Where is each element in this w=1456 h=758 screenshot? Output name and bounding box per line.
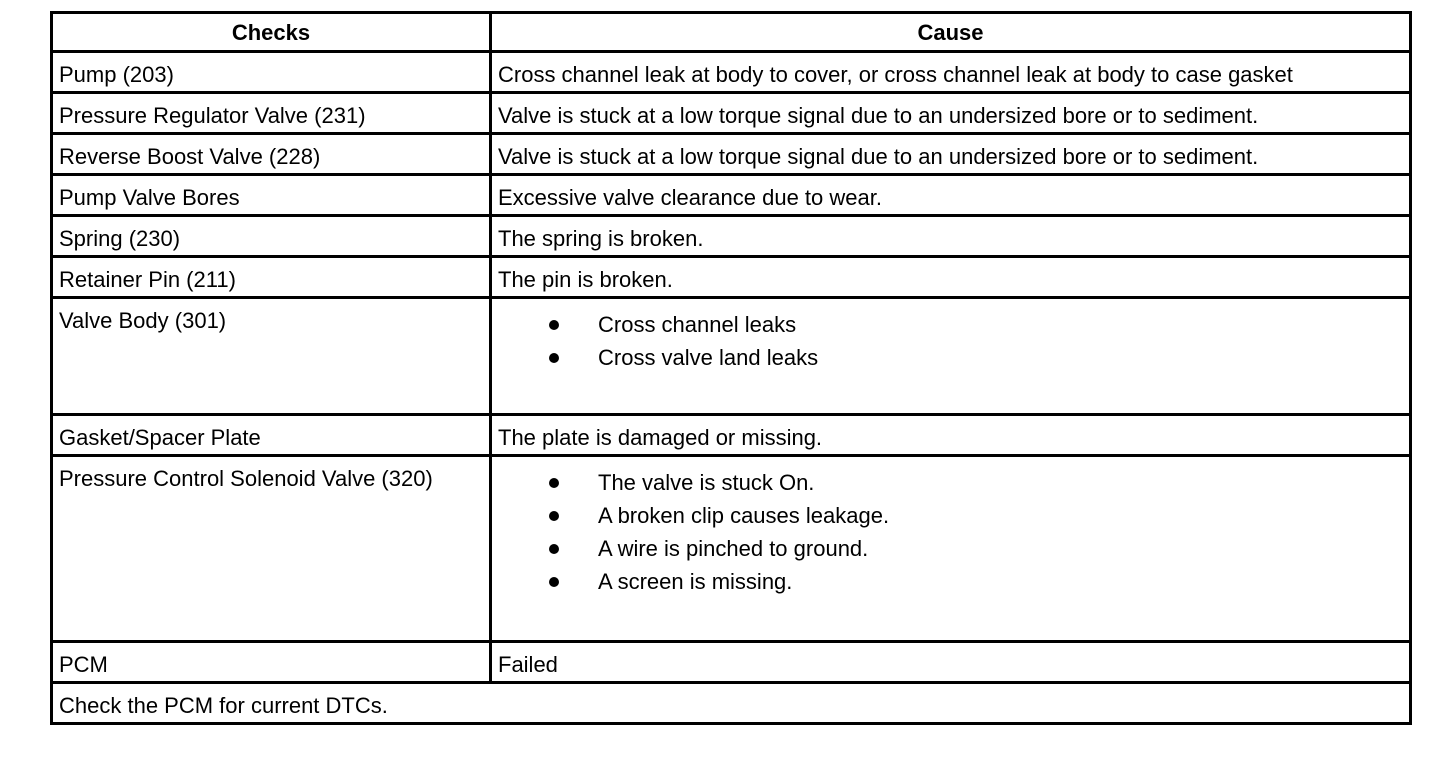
diagnostic-table (50, 11, 1412, 725)
cause-bullet-list (498, 311, 1409, 377)
check-cell: Pressure Control Solenoid Valve (320) (52, 456, 491, 642)
cause-cell: The spring is broken. (491, 216, 1411, 257)
cause-cell: Cross channel leak at body to cover, or cross channel leak at body to case gasket (491, 52, 1411, 93)
cause-bullet-text: A broken clip causes leakage. (598, 503, 890, 528)
check-cell: Retainer Pin (211) (52, 257, 491, 298)
bullet-icon (549, 511, 559, 521)
table-row (52, 93, 1411, 134)
bullet-icon (549, 320, 559, 330)
table-row (52, 415, 1411, 456)
cause-bullet-text: A screen is missing. (598, 569, 793, 594)
table-row (52, 216, 1411, 257)
cause-bullet-text: The valve is stuck On. (598, 470, 815, 495)
table-row (52, 257, 1411, 298)
cause-cell (491, 456, 1411, 642)
cause-cell: Failed (491, 642, 1411, 683)
bullet-icon (549, 353, 559, 363)
cause-cell: The plate is damaged or missing. (491, 415, 1411, 456)
table-row (52, 175, 1411, 216)
bullet-icon (549, 577, 559, 587)
bullet-icon (549, 544, 559, 554)
cause-cell (491, 298, 1411, 415)
cause-bullet-item (498, 344, 1409, 377)
cause-bullet-list (498, 469, 1409, 601)
header-checks: Checks (52, 13, 491, 52)
cause-bullet-text: A wire is pinched to ground. (598, 536, 869, 561)
cause-bullet-text: Cross valve land leaks (598, 345, 819, 370)
check-cell: PCM (52, 642, 491, 683)
cause-bullet-item (498, 502, 1409, 535)
check-cell: Spring (230) (52, 216, 491, 257)
cause-cell: Valve is stuck at a low torque signal due to an undersized bore or to sediment. (491, 134, 1411, 175)
bullet-icon (549, 478, 559, 488)
check-cell: Reverse Boost Valve (228) (52, 134, 491, 175)
cause-cell: The pin is broken. (491, 257, 1411, 298)
cause-bullet-item (498, 535, 1409, 568)
check-cell: Pressure Regulator Valve (231) (52, 93, 491, 134)
table-row (52, 642, 1411, 683)
cause-bullet-text: Cross channel leaks (598, 312, 797, 337)
check-cell: Pump (203) (52, 52, 491, 93)
check-cell: Gasket/Spacer Plate (52, 415, 491, 456)
footer-row (52, 683, 1411, 724)
table-row (52, 456, 1411, 642)
cause-bullet-item (498, 311, 1409, 344)
cause-cell: Excessive valve clearance due to wear. (491, 175, 1411, 216)
check-cell: Pump Valve Bores (52, 175, 491, 216)
cause-bullet-item (498, 469, 1409, 502)
cause-cell: Valve is stuck at a low torque signal due to an undersized bore or to sediment. (491, 93, 1411, 134)
table-header-row (52, 13, 1411, 52)
cause-bullet-item (498, 568, 1409, 601)
check-cell: Valve Body (301) (52, 298, 491, 415)
table-row (52, 298, 1411, 415)
table-row (52, 52, 1411, 93)
table-row (52, 134, 1411, 175)
footer-note: Check the PCM for current DTCs. (52, 683, 1411, 724)
header-cause: Cause (491, 13, 1411, 52)
